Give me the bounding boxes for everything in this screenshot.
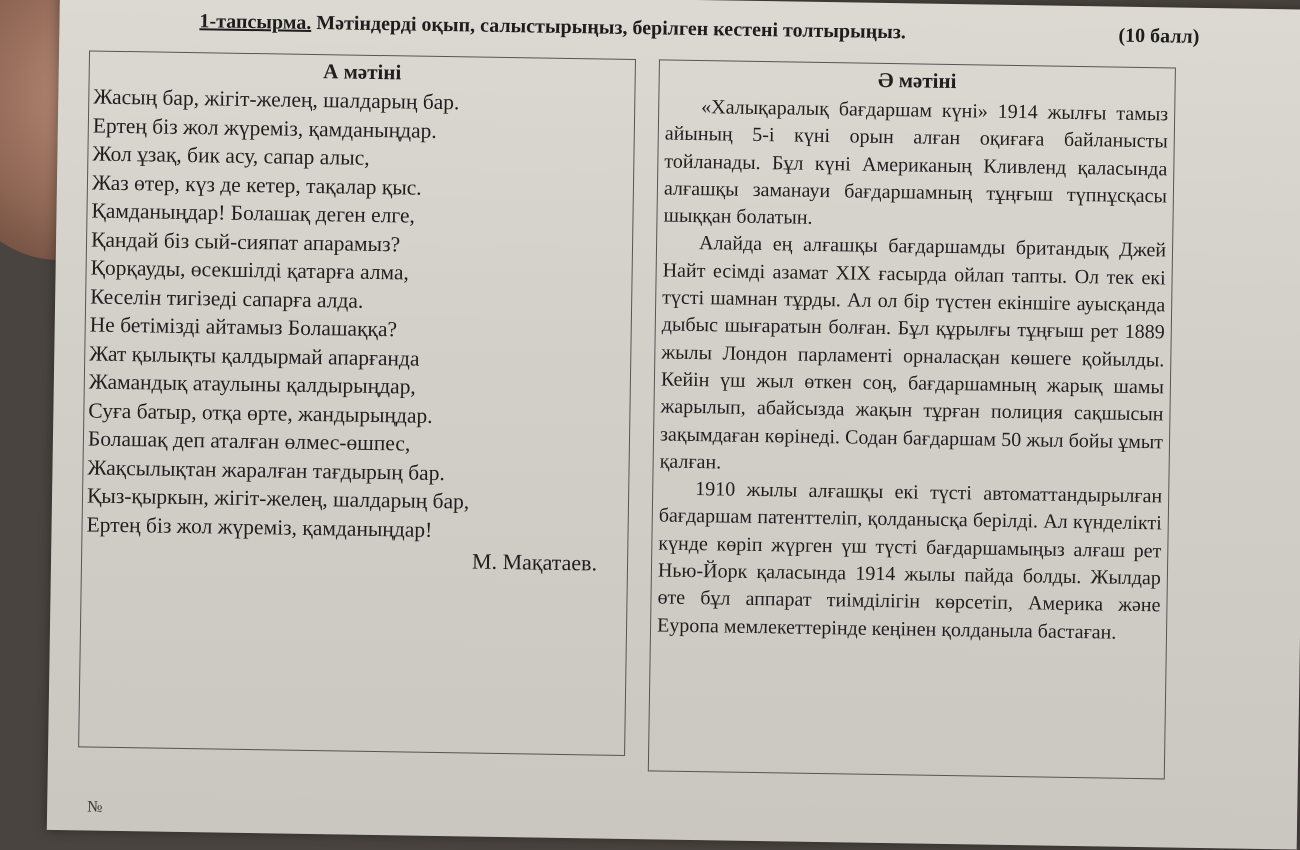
poem-line: Ертең біз жол жүреміз, қамданыңдар. <box>92 113 437 143</box>
poem-line: Қорқауды, өсекшілді қатарға алма, <box>90 255 410 285</box>
poem-author: М. Мақатаев. <box>471 548 598 576</box>
poem-line: Жақсылықтан жаралған тағдырың бар. <box>87 454 445 485</box>
poem-line: Жамандық атаулыны қалдырыңдар, <box>88 369 416 399</box>
poem-line: Жол ұзақ, бик асу, сапар алыс, <box>92 141 370 170</box>
text-b-box <box>648 59 1176 779</box>
text-a-title: А мәтіні <box>323 59 402 85</box>
paragraph: «Халықаралық бағдаршам күні» 1914 жылғы тамыз айының 5-і күні орын алған оқиғаға байланысты тойланады. Бұл күні Американың Кливленд қаласында алғашқы заманауи бағдаршамның тұңғыш түпнұсқасы шыққан болатын. <box>663 96 1169 230</box>
worksheet-page <box>47 0 1300 850</box>
text-a-poem <box>86 83 634 547</box>
paragraph: Алайда ең алғашқы бағдаршамды британдық Джей Найт есімді азамат XIX ғасырда ойлап тапты. Ол тек екі түсті шамнан тұрды. Ал ол бір түстен екіншіге ауысқанда дыбыс шығаратын болған. Бұл құрылғы тұңғыш рет 1889 жылы Лондон парламенті орналасқан көшеге қойылды. Кейін үш жыл өткен соң, бағдаршамның жарық шамы жарылып, абайсызда жақын тұрған полиция сақшысын зақымдаған көрінеді. Содан бағдаршам 50 жыл бойы ұмыт қалған. <box>659 232 1167 474</box>
poem-line: Жасың бар, жігіт-желең, шалдарың бар. <box>93 84 460 115</box>
poem-line: Не бетімізді айтамыз Болашаққа? <box>89 312 398 342</box>
task-number: 1-тапсырма. <box>199 10 312 34</box>
table-header-partial: № <box>87 798 103 816</box>
poem-line: Қыз-қыркын, жігіт-желең, шалдарың бар, <box>86 483 470 514</box>
poem-line: Қандай біз сый-сияпат апарамыз? <box>90 227 401 256</box>
poem-line: Жат қылықты қалдырмай апарғанда <box>89 341 420 371</box>
text-a-box <box>78 50 636 756</box>
text-b-body <box>657 94 1169 648</box>
poem-line: Жаз өтер, күз де кетер, тақалар қыс. <box>91 170 422 200</box>
task-score: (10 балл) <box>1118 24 1200 48</box>
poem-line: Қамданыңдар! Болашақ деген елге, <box>91 198 416 228</box>
paragraph: 1910 жылы алғашқы екі түсті автоматтандырылған бағдаршам патенттеліп, қолданысқа берілді. Ал күнделікті күнде көріп жүрген үш түсті бағдаршамыңыз алғаш рет Нью-Йорк қаласында 1914 жылы пайда болды. Жылдар өте бұл аппарат тиімділігін көрсетіп, Америка және Еуропа мемлекеттерінде кеңінен қолданыла бастаған. <box>656 478 1163 644</box>
task-header <box>199 10 1199 49</box>
poem-line: Ертең біз жол жүреміз, қамданыңдар! <box>86 511 433 542</box>
poem-line: Болашақ деп аталған өлмес-өшпес, <box>87 426 411 456</box>
text-b-title: Ә мәтіні <box>877 67 957 94</box>
poem-line: Суға батыр, отқа өрте, жандырыңдар. <box>88 397 433 428</box>
poem-line: Кеселін тигізеді сапарға алда. <box>90 284 364 313</box>
task-instruction: Мәтіндерді оқып, салыстырыңыз, берілген кестені толтырыңыз. <box>316 12 907 44</box>
